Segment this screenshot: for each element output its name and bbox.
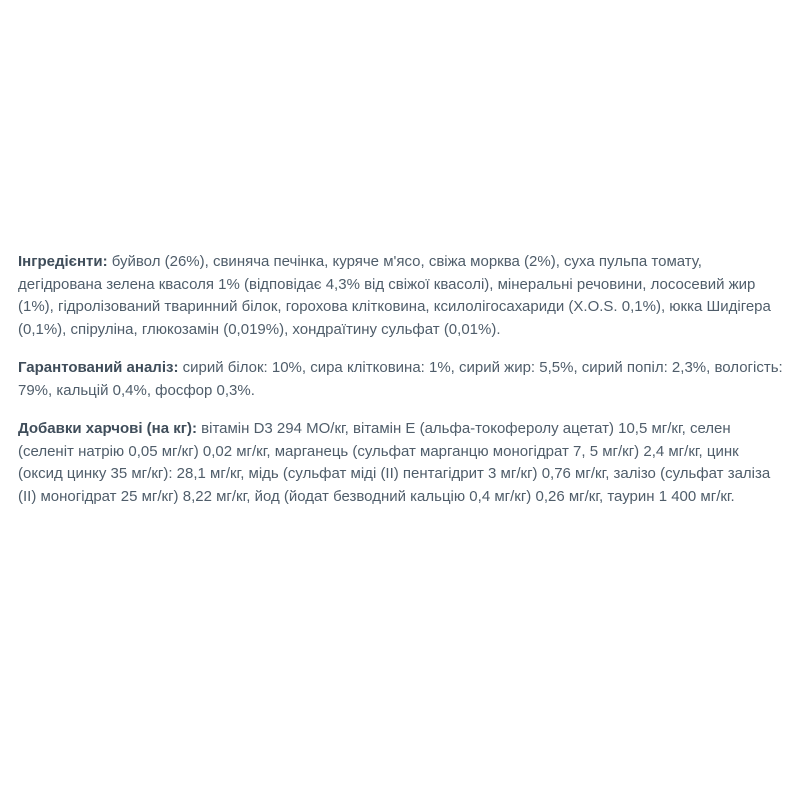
ingredients-section — [18, 251, 786, 341]
guaranteed-analysis-text: сирий білок: 10%, сира клітковина: 1%, сирий жир: 5,5%, сирий попіл: 2,3%, вологість: 79%, кальцій 0,4%, фосфор 0,3%. — [18, 359, 783, 399]
guaranteed-analysis-section — [18, 357, 786, 402]
food-additives-section — [18, 418, 786, 508]
ingredients-heading: Інгредієнти: — [18, 253, 108, 270]
food-additives-text: вітамін D3 294 МО/кг, вітамін Е (альфа-токоферолу ацетат) 10,5 мг/кг, селен (селеніт натрію 0,05 мг/кг) 0,02 мг/кг, марганець (сульфат марганцю моногідрат 7, 5 мг/кг) 2,4 мг/кг, цинк (оксид цинку 35 мг/кг): 28,1 мг/кг, мідь (сульфат міді (II) пентагідрит 3 мг/кг) 0,76 мг/кг, залізо (сульфат заліза (II) моногідрат 25 мг/кг) 8,22 мг/кг, йод (йодат безводний кальцію 0,4 мг/кг) 0,26 мг/кг, таурин 1 400 мг/кг. — [18, 420, 771, 505]
guaranteed-analysis-heading: Гарантований аналіз: — [18, 359, 179, 376]
composition-panel — [18, 251, 786, 508]
food-additives-heading: Добавки харчові (на кг): — [18, 420, 197, 437]
ingredients-text: буйвол (26%), свиняча печінка, куряче м'ясо, свіжа морква (2%), суха пульпа томату, дегідрована зелена квасоля 1% (відповідає 4,3% від свіжої квасолі), мінеральні речовини, лососевий жир (1%), гідролізований тваринний білок, горохова клітковина, ксилолігосахариди (X.O.S. 0,1%), юкка Шидігера (0,1%), спіруліна, глюкозамін (0,019%), хондраїтину сульфат (0,01%). — [18, 253, 771, 338]
